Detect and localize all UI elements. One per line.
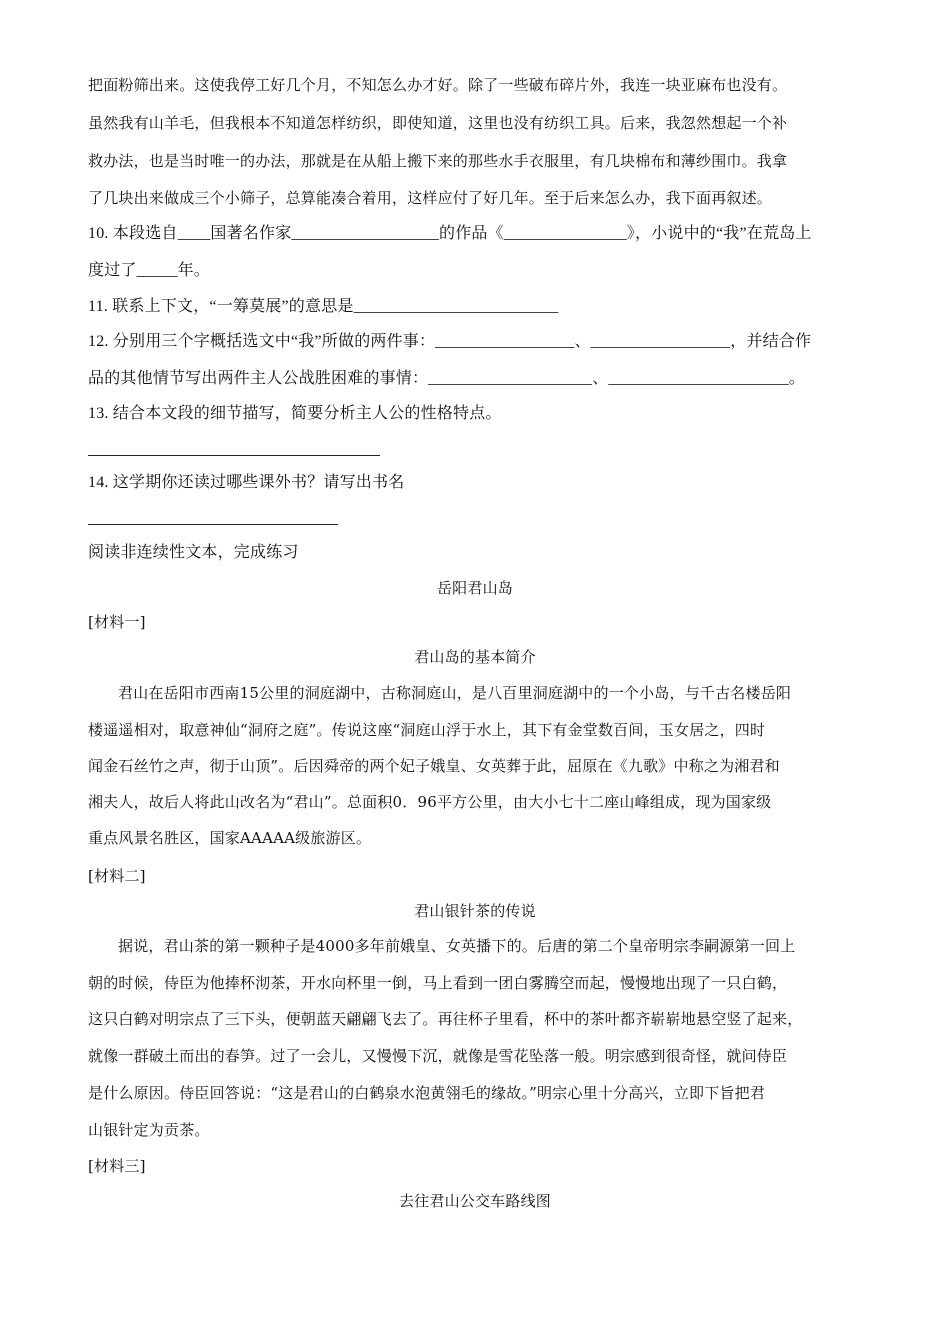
question-12-line2: 品的其他情节写出两件主人公战胜困难的事情：____________________、______________________。: [88, 370, 806, 387]
material-3-label: [材料三]: [88, 1157, 146, 1175]
passage-line: 虽然我有山羊毛，但我根本不知道怎样纺织，即使知道，这里也没有纺织工具。后来，我忽然想起一个补: [88, 114, 788, 132]
passage-line: 救办法，也是当时唯一的办法，那就是在从船上搬下来的那些水手衣服里，有几块棉布和薄纱围巾。我拿: [88, 152, 788, 170]
question-10-line2: 度过了_____年。: [88, 262, 211, 279]
material-3-heading: 去往君山公交车路线图: [398, 1192, 551, 1210]
material-2-line: 是什么原因。侍臣回答说：“这是君山的白鹤泉水泡黄翎毛的缘故。”明宗心里十分高兴，立即下旨把君: [88, 1084, 766, 1102]
material-2-line: 山银针定为贡茶。: [88, 1121, 210, 1139]
material-1-line: 君山在岳阳市西南15公里的洞庭湖中，古称洞庭山，是八百里洞庭湖中的一个小岛，与千古名楼岳阳: [118, 684, 792, 702]
answer-line-13: [88, 455, 380, 456]
question-13: 13. 结合本文段的细节描写，简要分析主人公的性格特点。: [88, 405, 502, 422]
material-2-line: 据说，君山茶的第一颗种子是4000多年前娥皇、女英播下的。后唐的第二个皇帝明宗李嗣源第一回上: [118, 937, 796, 955]
reading-title: 岳阳君山岛: [436, 579, 513, 597]
question-12-line1: 12. 分别用三个字概括选文中“我”所做的两件事：_________________、_________________，并结合作: [88, 333, 812, 350]
material-2-line: 就像一群破土而出的春笋。过了一会儿，又慢慢下沉，就像是雪花坠落一般。明宗感到很奇怪，就问侍臣: [88, 1047, 788, 1065]
material-2-heading: 君山银针茶的传说: [414, 902, 536, 920]
material-2-label: [材料二]: [88, 867, 146, 885]
reading-instruction: 阅读非连续性文本，完成练习: [88, 544, 299, 561]
question-10-line1: 10. 本段选自____国著名作家__________________的作品《_______________》，小说中的“我”在荒岛上: [88, 225, 812, 242]
material-1-line: 重点风景名胜区，国家AAAAA级旅游区。: [88, 829, 372, 847]
passage-line: 了几块出来做成三个小筛子，总算能凑合着用，这样应付了好几年。至于后来怎么办，我下面再叙述。: [88, 189, 773, 207]
material-1-line: 湘夫人，故后人将此山改名为“君山”。总面积0．96平方公里，由大小七十二座山峰组成，现为国家级: [88, 793, 772, 811]
material-1-line: 楼遥遥相对，取意神仙“洞府之庭”。传说这座“洞庭山浮于水上，其下有金堂数百间，玉女居之，四时: [88, 721, 766, 739]
material-2-line: 朝的时候，侍臣为他捧杯沏茶，开水向杯里一倒，马上看到一团白雾腾空而起，慢慢地出现了一只白鹤，: [88, 974, 788, 992]
passage-line: 把面粉筛出来。这使我停工好几个月，不知怎么办才好。除了一些破布碎片外，我连一块亚麻布也没有。: [88, 76, 788, 94]
material-1-line: 闻金石丝竹之声，彻于山顶”。后因舜帝的两个妃子娥皇、女英葬于此，屈原在《九歌》中称之为湘君和: [88, 757, 780, 775]
answer-line-14: [88, 524, 338, 525]
material-1-heading: 君山岛的基本简介: [414, 648, 536, 666]
question-14: 14. 这学期你还读过哪些课外书？请写出书名: [88, 474, 405, 491]
material-1-label: [材料一]: [88, 613, 146, 631]
material-2-line: 这只白鹤对明宗点了三下头，便朝蓝天翩翩飞去了。再往杯子里看，杯中的茶叶都齐崭崭地悬空竖了起来，: [88, 1010, 803, 1028]
question-11: 11. 联系上下文，“一筹莫展”的意思是_________________________: [88, 298, 559, 315]
